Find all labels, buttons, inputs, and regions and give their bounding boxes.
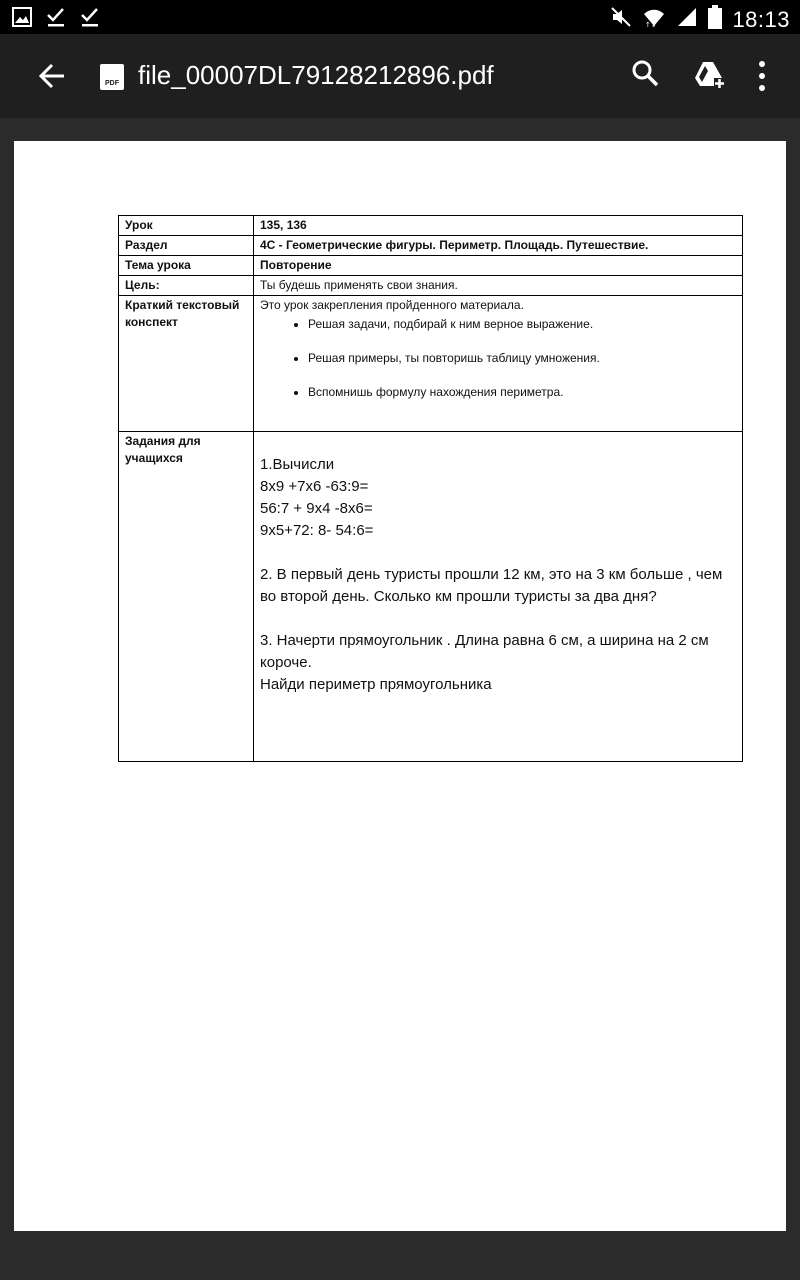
table-row: [119, 216, 743, 236]
mute-icon: [610, 6, 632, 33]
battery-icon: [708, 5, 722, 34]
clock: 18:13: [732, 6, 790, 32]
signal-icon: [676, 6, 698, 33]
row-value: 4С - Геометрические фигуры. Периметр. Площадь. Путешествие.: [254, 236, 743, 256]
table-row: [119, 296, 743, 432]
task1-title: 1.Вычисли: [260, 456, 335, 473]
task3-question: Найди периметр прямоугольника: [260, 676, 492, 693]
tasks-content: [254, 432, 743, 762]
lesson-table: [118, 215, 743, 762]
pdf-file-icon: PDF: [100, 64, 124, 90]
row-value: Повторение: [254, 256, 743, 276]
image-icon: [12, 6, 32, 28]
back-arrow-icon[interactable]: [34, 58, 74, 94]
summary-intro: Это урок закрепления пройденного материала.: [260, 298, 524, 312]
task3-text: 3. Начерти прямоугольник . Длина равна 6 см, а ширина на 2 см короче.: [260, 632, 709, 671]
table-row: [119, 236, 743, 256]
row-value: 135, 136: [254, 216, 743, 236]
row-value: Ты будешь применять свои знания.: [254, 276, 743, 296]
task1-line: 8х9 +7х6 -63:9=: [260, 478, 369, 495]
summary-label: Краткий текстовый конспект: [119, 296, 254, 432]
task1-line: 56:7 + 9х4 -8х6=: [260, 500, 373, 517]
table-row: [119, 432, 743, 762]
app-bar: [0, 34, 800, 118]
check-icon: [46, 6, 66, 28]
status-bar: [0, 0, 800, 34]
drive-add-icon[interactable]: [692, 58, 726, 92]
svg-text:↑↓: ↑↓: [645, 21, 658, 28]
file-title: file_00007DL79128212896.pdf: [138, 60, 494, 90]
summary-content: [254, 296, 743, 432]
search-icon[interactable]: [630, 58, 662, 90]
summary-list: [260, 316, 736, 401]
table-row: [119, 256, 743, 276]
more-vert-icon[interactable]: [752, 58, 772, 94]
list-item: • Решая задачи, подбирай к ним верное выражение.: [308, 316, 736, 333]
task2-text: 2. В первый день туристы прошли 12 км, это на 3 км больше , чем во второй день. Сколько км прошли туристы за два дня?: [260, 566, 723, 605]
pdf-page[interactable]: [14, 141, 786, 1231]
wifi-icon: [642, 6, 666, 33]
table-row: [119, 276, 743, 296]
row-label: Тема урока: [119, 256, 254, 276]
tasks-label: Задания для учащихся: [119, 432, 254, 762]
row-label: Раздел: [119, 236, 254, 256]
task1-line: 9х5+72: 8- 54:6=: [260, 522, 374, 539]
list-item: • Решая примеры, ты повторишь таблицу умножения.: [308, 350, 736, 367]
list-item: • Вспомнишь формулу нахождения периметра.: [308, 384, 736, 401]
check-icon: [80, 6, 100, 28]
row-label: Урок: [119, 216, 254, 236]
row-label: Цель:: [119, 276, 254, 296]
